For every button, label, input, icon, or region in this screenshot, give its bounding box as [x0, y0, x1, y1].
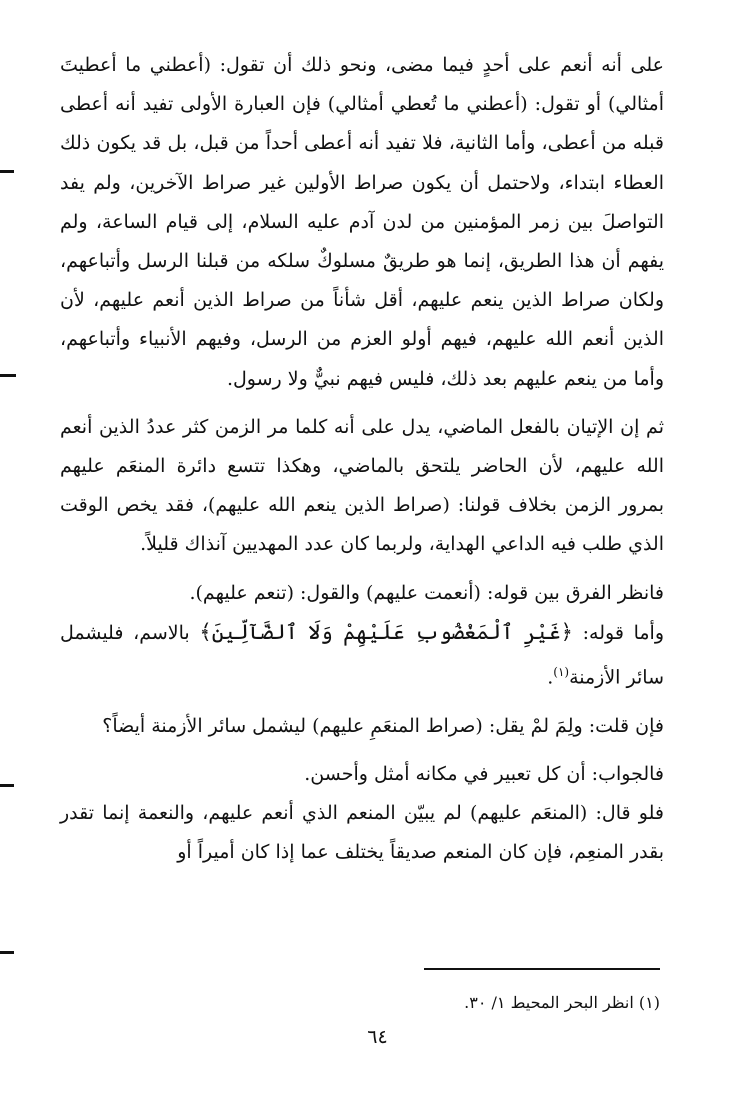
paragraph-3: فانظر الفرق بين قوله: (أنعمت عليهم) والقول: (تنعم عليهم). [189, 581, 664, 604]
quran-verse: ﴿غَيْرِ ٱلْمَغْضُوبِ عَلَيْهِمْ وَلَا ٱلضَّآلِّينَ﴾ [199, 619, 573, 644]
scan-edge-mark [0, 170, 14, 173]
footnote-ref: (١) [553, 665, 570, 680]
paragraph-2: ثم إن الإتيان بالفعل الماضي، يدل على أنه كلما مر الزمن كثر عددُ الذين أنعم الله عليهم، لأن الحاضر يلتحق بالماضي، وهكذا تتسع دائرة المنعَم عليهم بمرور الزمن بخلاف قولنا: (صراط الذين ينعم الله عليهم)، فقد يخص الوقت الذي طلب فيه الداعي الهداية، ولربما كان عدد المهديين آنذاك قليلاً. [60, 415, 664, 556]
footnote-text: (١) انظر البحر المحيط ١/ ٣٠. [464, 993, 660, 1012]
page-number: ٦٤ [367, 1026, 388, 1048]
quran-end: . [547, 666, 554, 689]
scan-edge-mark [0, 784, 14, 787]
quran-prefix: وأما قوله: [572, 621, 665, 644]
quran-suffix: بالاسم، فليشمل سائر الأزمنة [60, 621, 664, 689]
footnote-divider [424, 968, 660, 970]
scan-edge-mark [0, 951, 14, 954]
paragraph-4: فإن قلت: ولِمَ لمْ يقل: (صراط المنعَمِ عليهم) ليشمل سائر الأزمنة أيضاً؟ [102, 714, 664, 737]
paragraph-6: فلو قال: (المنعَم عليهم) لم يبيّن المنعم الذي أنعم عليهم، والنعمة إنما تقدر بقدر المنعِم، فإن كان المنعم صديقاً يختلف عما إذا كان أميراً أو [60, 801, 664, 864]
scan-edge-mark [0, 374, 16, 377]
paragraph-1: على أنه أنعم على أحدٍ فيما مضى، ونحو ذلك أن تقول: (أعطني ما أعطيتَ أمثالي) أو تقول: (أعطني ما تُعطي أمثالي) فإن العبارة الأولى تفيد أنه أعطى قبله من أعطى، وأما الثانية، فلا تفيد أنه أعطى أحداً من قبل، بل قد يكون ذلك العطاء ابتداء، ولاحتمل أن يكون صراط الأولين غير صراط الآخرين، ولم يفد التواصلَ بين زمر المؤمنين من لدن آدم عليه السلام، إلى قيام الساعة، ولم يفهم أن هذا الطريق، إنما هو طريقٌ مسلوكٌ سلكه من قبلنا الرسل وأتباعهم، ولكان صراط الذين ينعم عليهم، أقل شأناً من صراط الذين أنعم عليهم، لأن الذين أنعم الله عليهم، فيهم أولو العزم من الرسل، وفيهم الأنبياء وأتباعهم، وأما من ينعم عليهم بعد ذلك، فليس فيهم نبيٌّ ولا رسول. [60, 54, 664, 390]
paragraph-5: فالجواب: أن كل تعبير في مكانه أمثل وأحسن. [304, 762, 664, 785]
quran-paragraph [60, 613, 664, 698]
page-body [60, 46, 664, 872]
